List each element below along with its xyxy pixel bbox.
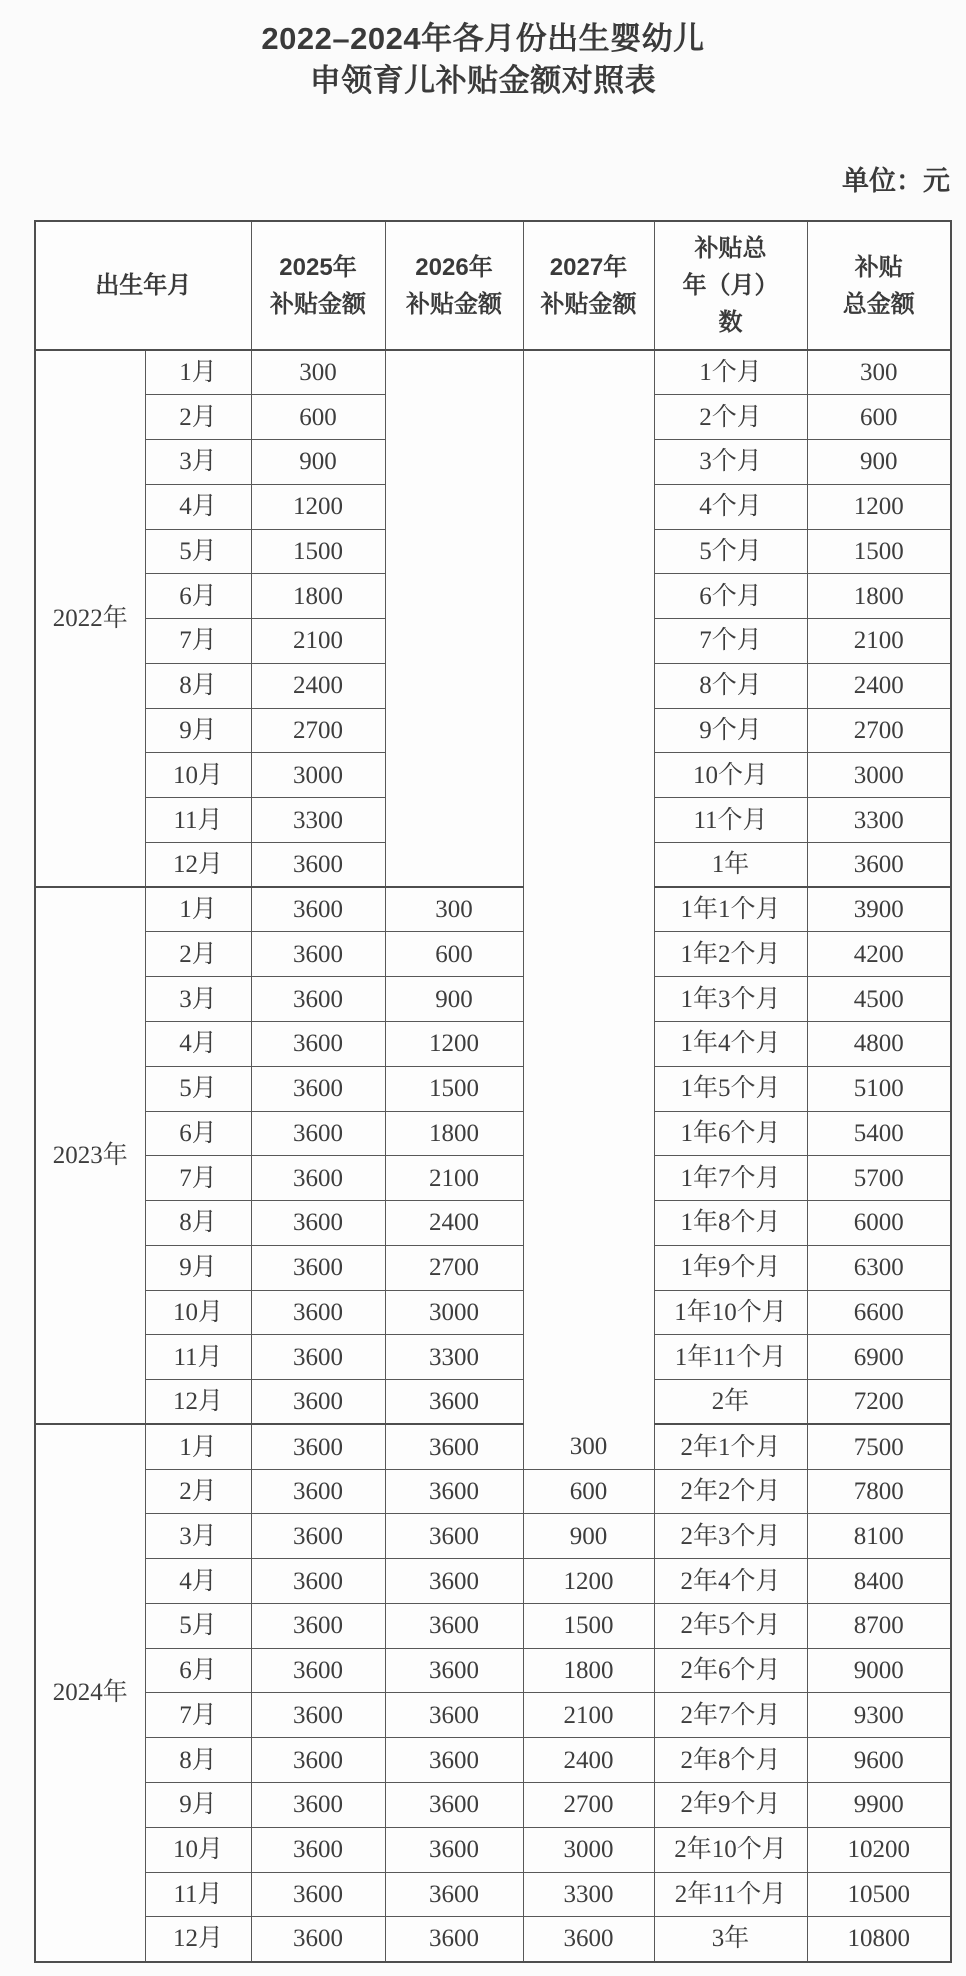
subsidy-2025-cell: 3600 — [251, 1156, 385, 1201]
subsidy-2025-cell: 3600 — [251, 1201, 385, 1246]
duration-cell: 2年2个月 — [654, 1469, 807, 1514]
header-label: 补贴总 — [694, 235, 767, 262]
subsidy-2025-cell: 3600 — [251, 1111, 385, 1156]
table-row — [35, 1469, 951, 1514]
total-amount-cell: 7800 — [807, 1469, 951, 1514]
month-cell: 7月 — [145, 1693, 251, 1738]
header-birth-year-month — [35, 221, 251, 350]
subsidy-2027-cell: 3600 — [523, 1917, 654, 1962]
duration-cell: 4个月 — [654, 484, 807, 529]
title-line-2: 申领育儿补贴金额对照表 — [309, 63, 657, 98]
subsidy-2025-cell: 3600 — [251, 1514, 385, 1559]
duration-cell: 1年2个月 — [654, 932, 807, 977]
header-label: 数 — [718, 309, 743, 336]
subsidy-2025-cell: 3600 — [251, 1021, 385, 1066]
duration-cell: 9个月 — [654, 708, 807, 753]
subsidy-2025-cell: 2700 — [251, 708, 385, 753]
duration-cell: 8个月 — [654, 663, 807, 708]
table-row — [35, 1603, 951, 1648]
total-amount-cell: 7500 — [807, 1424, 951, 1469]
subsidy-2026-cell: 2400 — [385, 1201, 523, 1246]
header-label: 补贴金额 — [270, 290, 366, 318]
header-label: 2027年 — [549, 253, 628, 281]
table-row — [35, 1648, 951, 1693]
total-amount-cell: 6900 — [807, 1335, 951, 1380]
total-amount-cell: 6000 — [807, 1201, 951, 1246]
month-cell: 10月 — [145, 1827, 251, 1872]
table-row — [35, 350, 951, 395]
month-cell: 11月 — [145, 1335, 251, 1380]
table-row — [35, 1783, 951, 1828]
subsidy-2027-cell: 2400 — [523, 1738, 654, 1783]
subsidy-2027-cell: 900 — [523, 1514, 654, 1559]
table-header — [35, 221, 951, 350]
header-label: 总金额 — [842, 290, 915, 318]
duration-cell: 10个月 — [654, 753, 807, 798]
month-cell: 10月 — [145, 753, 251, 798]
total-amount-cell: 7200 — [807, 1380, 951, 1425]
month-cell: 12月 — [145, 1380, 251, 1425]
total-amount-cell: 8400 — [807, 1559, 951, 1604]
subsidy-2026-cell: 3600 — [385, 1872, 523, 1917]
month-cell: 5月 — [145, 1603, 251, 1648]
subsidy-2026-cell: 1500 — [385, 1066, 523, 1111]
subsidy-2025-cell: 2100 — [251, 619, 385, 664]
subsidy-2025-cell: 600 — [251, 395, 385, 440]
table-row — [35, 1917, 951, 1962]
month-cell: 6月 — [145, 1648, 251, 1693]
subsidy-2027-cell: 1800 — [523, 1648, 654, 1693]
subsidy-2026-empty-cell — [385, 350, 523, 887]
duration-cell: 3年 — [654, 1917, 807, 1962]
subsidy-2025-cell: 3600 — [251, 1603, 385, 1648]
subsidy-2026-cell: 900 — [385, 977, 523, 1022]
month-cell: 8月 — [145, 663, 251, 708]
table-row — [35, 1066, 951, 1111]
month-cell: 4月 — [145, 1021, 251, 1066]
month-cell: 4月 — [145, 1559, 251, 1604]
total-amount-cell: 9000 — [807, 1648, 951, 1693]
subsidy-2026-cell: 3300 — [385, 1335, 523, 1380]
total-amount-cell: 2400 — [807, 663, 951, 708]
subsidy-2026-cell: 300 — [385, 887, 523, 932]
duration-cell: 2年 — [654, 1380, 807, 1425]
total-amount-cell: 1500 — [807, 529, 951, 574]
total-amount-cell: 10200 — [807, 1827, 951, 1872]
table-body — [35, 350, 951, 1962]
month-cell: 1月 — [145, 1424, 251, 1469]
table-row — [35, 1559, 951, 1604]
subsidy-2026-cell: 3600 — [385, 1917, 523, 1962]
title-line-1: 2022–2024年各月份出生婴幼儿 — [261, 21, 705, 56]
subsidy-2026-cell: 3600 — [385, 1693, 523, 1738]
duration-cell: 1年9个月 — [654, 1245, 807, 1290]
subsidy-2025-cell: 3600 — [251, 932, 385, 977]
subsidy-2025-cell: 3600 — [251, 887, 385, 932]
month-cell: 12月 — [145, 1917, 251, 1962]
subsidy-2027-cell: 3300 — [523, 1872, 654, 1917]
table-row — [35, 1156, 951, 1201]
subsidy-2027-cell: 3000 — [523, 1827, 654, 1872]
duration-cell: 1年7个月 — [654, 1156, 807, 1201]
header-total-duration — [654, 221, 807, 350]
subsidy-2025-cell: 3600 — [251, 1872, 385, 1917]
subsidy-2026-cell: 2100 — [385, 1156, 523, 1201]
total-amount-cell: 2700 — [807, 708, 951, 753]
subsidy-2025-cell: 3600 — [251, 1245, 385, 1290]
subsidy-2027-cell: 300 — [523, 1424, 654, 1469]
subsidy-2025-cell: 1800 — [251, 574, 385, 619]
subsidy-2025-cell: 3600 — [251, 1693, 385, 1738]
duration-cell: 2年9个月 — [654, 1783, 807, 1828]
total-amount-cell: 6600 — [807, 1290, 951, 1335]
subsidy-2026-cell: 2700 — [385, 1245, 523, 1290]
total-amount-cell: 4500 — [807, 977, 951, 1022]
duration-cell: 2年7个月 — [654, 1693, 807, 1738]
subsidy-2026-cell: 3600 — [385, 1827, 523, 1872]
table-row — [35, 1021, 951, 1066]
header-2026-subsidy — [385, 221, 523, 350]
month-cell: 4月 — [145, 484, 251, 529]
total-amount-cell: 4200 — [807, 932, 951, 977]
subsidy-2026-cell: 600 — [385, 932, 523, 977]
subsidy-2026-cell: 1800 — [385, 1111, 523, 1156]
duration-cell: 1年5个月 — [654, 1066, 807, 1111]
month-cell: 5月 — [145, 1066, 251, 1111]
total-amount-cell: 3000 — [807, 753, 951, 798]
total-amount-cell: 2100 — [807, 619, 951, 664]
duration-cell: 2年4个月 — [654, 1559, 807, 1604]
table-row — [35, 1335, 951, 1380]
subsidy-2025-cell: 3600 — [251, 1066, 385, 1111]
subsidy-2025-cell: 2400 — [251, 663, 385, 708]
month-cell: 2月 — [145, 932, 251, 977]
month-cell: 1月 — [145, 350, 251, 395]
duration-cell: 2年3个月 — [654, 1514, 807, 1559]
subsidy-2026-cell: 3600 — [385, 1469, 523, 1514]
subsidy-2027-cell: 600 — [523, 1469, 654, 1514]
total-amount-cell: 900 — [807, 440, 951, 485]
total-amount-cell: 5100 — [807, 1066, 951, 1111]
month-cell: 1月 — [145, 887, 251, 932]
month-cell: 3月 — [145, 440, 251, 485]
duration-cell: 11个月 — [654, 798, 807, 843]
subsidy-2025-cell: 3600 — [251, 842, 385, 887]
subsidy-2026-cell: 3600 — [385, 1738, 523, 1783]
subsidy-2027-cell: 2700 — [523, 1783, 654, 1828]
duration-cell: 2年8个月 — [654, 1738, 807, 1783]
table-row — [35, 1872, 951, 1917]
subsidy-2025-cell: 3600 — [251, 1290, 385, 1335]
table-row — [35, 1201, 951, 1246]
header-label: 年（月） — [682, 272, 779, 299]
total-amount-cell: 1200 — [807, 484, 951, 529]
page-title — [0, 0, 966, 102]
subsidy-2025-cell: 3300 — [251, 798, 385, 843]
subsidy-2026-cell: 3600 — [385, 1603, 523, 1648]
total-amount-cell: 5700 — [807, 1156, 951, 1201]
duration-cell: 1年3个月 — [654, 977, 807, 1022]
total-amount-cell: 600 — [807, 395, 951, 440]
duration-cell: 1年11个月 — [654, 1335, 807, 1380]
total-amount-cell: 1800 — [807, 574, 951, 619]
total-amount-cell: 9900 — [807, 1783, 951, 1828]
table-row — [35, 1738, 951, 1783]
duration-cell: 2年11个月 — [654, 1872, 807, 1917]
duration-cell: 2年5个月 — [654, 1603, 807, 1648]
month-cell: 2月 — [145, 395, 251, 440]
month-cell: 11月 — [145, 1872, 251, 1917]
subsidy-2025-cell: 3600 — [251, 1917, 385, 1962]
header-label: 补贴金额 — [406, 290, 502, 318]
month-cell: 3月 — [145, 977, 251, 1022]
subsidy-2025-cell: 3600 — [251, 1783, 385, 1828]
subsidy-2025-cell: 1200 — [251, 484, 385, 529]
duration-cell: 1年10个月 — [654, 1290, 807, 1335]
duration-cell: 5个月 — [654, 529, 807, 574]
duration-cell: 3个月 — [654, 440, 807, 485]
subsidy-2026-cell: 3600 — [385, 1783, 523, 1828]
total-amount-cell: 9300 — [807, 1693, 951, 1738]
month-cell: 12月 — [145, 842, 251, 887]
total-amount-cell: 9600 — [807, 1738, 951, 1783]
month-cell: 6月 — [145, 574, 251, 619]
table-row — [35, 932, 951, 977]
subsidy-2025-cell: 3600 — [251, 1827, 385, 1872]
duration-cell: 1年6个月 — [654, 1111, 807, 1156]
table-row — [35, 1827, 951, 1872]
subsidy-2027-empty-cell — [523, 350, 654, 1424]
table-row — [35, 887, 951, 932]
month-cell: 10月 — [145, 1290, 251, 1335]
month-cell: 8月 — [145, 1738, 251, 1783]
subsidy-2025-cell: 3000 — [251, 753, 385, 798]
table-row — [35, 977, 951, 1022]
duration-cell: 1年1个月 — [654, 887, 807, 932]
table-row — [35, 1693, 951, 1738]
duration-cell: 2个月 — [654, 395, 807, 440]
subsidy-2026-cell: 3600 — [385, 1424, 523, 1469]
total-amount-cell: 6300 — [807, 1245, 951, 1290]
total-amount-cell: 3600 — [807, 842, 951, 887]
year-cell: 2022年 — [35, 350, 145, 887]
month-cell: 2月 — [145, 1469, 251, 1514]
total-amount-cell: 3900 — [807, 887, 951, 932]
total-amount-cell: 8700 — [807, 1603, 951, 1648]
subsidy-2027-cell: 2100 — [523, 1693, 654, 1738]
duration-cell: 1个月 — [654, 350, 807, 395]
header-label: 2026年 — [415, 253, 493, 281]
month-cell: 9月 — [145, 708, 251, 753]
month-cell: 6月 — [145, 1111, 251, 1156]
duration-cell: 1年 — [654, 842, 807, 887]
header-label: 2025年 — [279, 253, 357, 281]
duration-cell: 2年6个月 — [654, 1648, 807, 1693]
month-cell: 7月 — [145, 619, 251, 664]
header-2025-subsidy — [251, 221, 385, 350]
table-row — [35, 1424, 951, 1469]
total-amount-cell: 10500 — [807, 1872, 951, 1917]
subsidy-2025-cell: 3600 — [251, 1469, 385, 1514]
subsidy-2025-cell: 3600 — [251, 1424, 385, 1469]
subsidy-2026-cell: 3600 — [385, 1514, 523, 1559]
header-row — [35, 221, 951, 350]
header-total-amount — [807, 221, 951, 350]
month-cell: 7月 — [145, 1156, 251, 1201]
header-2027-subsidy — [523, 221, 654, 350]
year-cell: 2023年 — [35, 887, 145, 1424]
subsidy-2025-cell: 300 — [251, 350, 385, 395]
subsidy-2026-cell: 3600 — [385, 1380, 523, 1425]
unit-label: 单位：元 — [842, 166, 950, 196]
subsidy-2026-cell: 3000 — [385, 1290, 523, 1335]
header-label: 补贴 — [854, 253, 903, 281]
table-row — [35, 1380, 951, 1425]
table-row — [35, 1111, 951, 1156]
month-cell: 9月 — [145, 1245, 251, 1290]
total-amount-cell: 3300 — [807, 798, 951, 843]
duration-cell: 2年1个月 — [654, 1424, 807, 1469]
total-amount-cell: 8100 — [807, 1514, 951, 1559]
year-cell: 2024年 — [35, 1424, 145, 1961]
subsidy-2026-cell: 1200 — [385, 1021, 523, 1066]
table-row — [35, 1514, 951, 1559]
subsidy-2025-cell: 3600 — [251, 1559, 385, 1604]
month-cell: 11月 — [145, 798, 251, 843]
table-row — [35, 1290, 951, 1335]
total-amount-cell: 10800 — [807, 1917, 951, 1962]
subsidy-2025-cell: 3600 — [251, 1335, 385, 1380]
duration-cell: 1年8个月 — [654, 1201, 807, 1246]
table-row — [35, 1245, 951, 1290]
header-label: 出生年月 — [95, 272, 192, 299]
duration-cell: 2年10个月 — [654, 1827, 807, 1872]
subsidy-2025-cell: 3600 — [251, 1738, 385, 1783]
total-amount-cell: 4800 — [807, 1021, 951, 1066]
subsidy-2025-cell: 3600 — [251, 977, 385, 1022]
month-cell: 3月 — [145, 1514, 251, 1559]
subsidy-2025-cell: 3600 — [251, 1648, 385, 1693]
header-label: 补贴金额 — [540, 290, 637, 318]
total-amount-cell: 5400 — [807, 1111, 951, 1156]
subsidy-2026-cell: 3600 — [385, 1559, 523, 1604]
subsidy-2025-cell: 3600 — [251, 1380, 385, 1425]
subsidy-2026-cell: 3600 — [385, 1648, 523, 1693]
duration-cell: 1年4个月 — [654, 1021, 807, 1066]
month-cell: 9月 — [145, 1783, 251, 1828]
duration-cell: 6个月 — [654, 574, 807, 619]
subsidy-2025-cell: 1500 — [251, 529, 385, 574]
duration-cell: 7个月 — [654, 619, 807, 664]
month-cell: 5月 — [145, 529, 251, 574]
subsidy-2027-cell: 1500 — [523, 1603, 654, 1648]
month-cell: 8月 — [145, 1201, 251, 1246]
subsidy-2025-cell: 900 — [251, 440, 385, 485]
subsidy-table — [34, 220, 952, 1963]
total-amount-cell: 300 — [807, 350, 951, 395]
subsidy-2027-cell: 1200 — [523, 1559, 654, 1604]
